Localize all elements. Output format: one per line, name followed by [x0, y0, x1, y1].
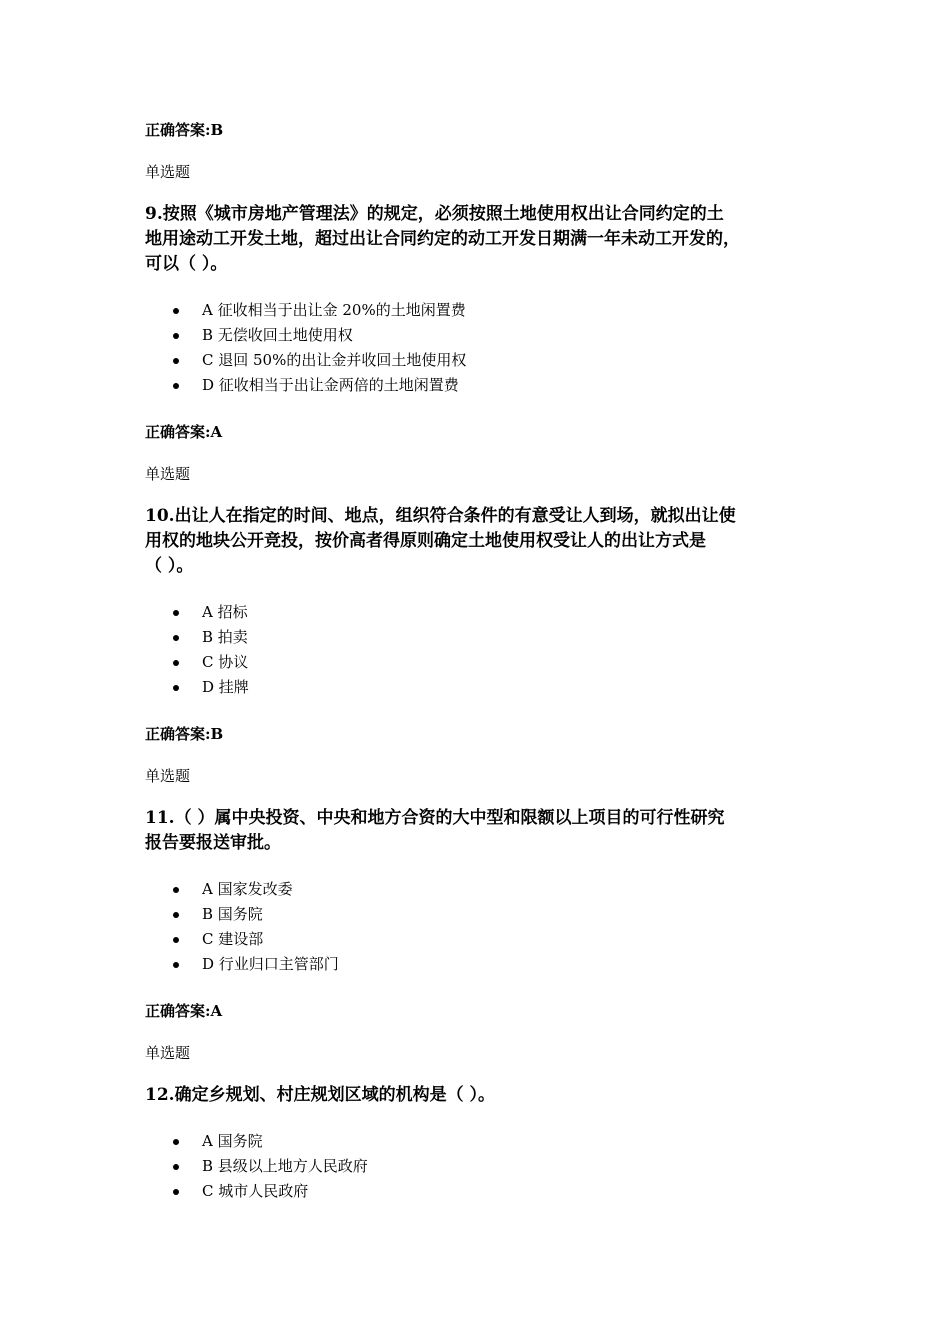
- bullet-icon: [173, 610, 179, 616]
- question-line: [145, 806, 825, 831]
- bullet-icon: [173, 1189, 179, 1195]
- option-item: [145, 298, 825, 323]
- option-text: D 挂牌: [202, 678, 249, 696]
- question-text: 出让人在指定的时间、地点，组织符合条件的有意受让人到场，就拟出让使: [174, 506, 736, 526]
- correct-answer: 正确答案:A: [145, 423, 223, 441]
- question-number: 9.: [145, 204, 163, 224]
- correct-answer: 正确答案:A: [145, 1002, 223, 1020]
- option-item: [145, 1154, 825, 1179]
- question-number: 12.: [145, 1085, 175, 1105]
- options-list: [145, 877, 825, 977]
- option-item: [145, 650, 825, 675]
- correct-answer: 正确答案:B: [145, 121, 224, 139]
- question-text: 按照《城市房地产管理法》的规定，必须按照土地使用权出让合同约定的土: [162, 204, 724, 224]
- option-text: A 招标: [202, 603, 248, 621]
- question-type: 单选题: [145, 1044, 191, 1062]
- question-12: [145, 1083, 825, 1108]
- bullet-icon: [173, 685, 179, 691]
- question-number: 11.: [145, 808, 175, 828]
- option-text: B 无偿收回土地使用权: [202, 326, 353, 344]
- option-text: C 建设部: [202, 930, 264, 948]
- question-10: [145, 504, 825, 579]
- option-text: B 县级以上地方人民政府: [202, 1157, 368, 1175]
- option-text: B 拍卖: [202, 628, 248, 646]
- option-text: C 城市人民政府: [202, 1182, 309, 1200]
- question-type: 单选题: [145, 767, 191, 785]
- bullet-icon: [173, 937, 179, 943]
- question-line: [145, 504, 825, 529]
- question-line: 用权的地块公开竞投，按价高者得原则确定土地使用权受让人的出让方式是: [145, 531, 706, 551]
- option-text: A 征收相当于出让金 20%的土地闲置费: [202, 301, 466, 319]
- bullet-icon: [173, 912, 179, 918]
- option-item: [145, 625, 825, 650]
- option-text: A 国务院: [202, 1132, 263, 1150]
- bullet-icon: [173, 333, 179, 339]
- question-11: [145, 806, 825, 856]
- option-text: C 协议: [202, 653, 249, 671]
- question-line: [145, 1083, 825, 1108]
- option-item: [145, 600, 825, 625]
- question-line: 可以（ ）。: [145, 254, 228, 274]
- question-type: 单选题: [145, 163, 191, 181]
- bullet-icon: [173, 660, 179, 666]
- document-page: [145, 120, 825, 1204]
- option-item: [145, 902, 825, 927]
- bullet-icon: [173, 358, 179, 364]
- options-list: [145, 1129, 825, 1204]
- question-line: 报告要报送审批。: [145, 833, 281, 853]
- bullet-icon: [173, 383, 179, 389]
- option-item: [145, 877, 825, 902]
- option-item: [145, 675, 825, 700]
- bullet-icon: [173, 1139, 179, 1145]
- question-type: 单选题: [145, 465, 191, 483]
- option-item: [145, 1179, 825, 1204]
- option-item: [145, 373, 825, 398]
- option-item: [145, 323, 825, 348]
- question-text: 确定乡规划、村庄规划区域的机构是（ ）。: [174, 1085, 495, 1105]
- option-item: [145, 927, 825, 952]
- option-text: C 退回 50%的出让金并收回土地使用权: [202, 351, 467, 369]
- options-list: [145, 298, 825, 398]
- option-item: [145, 1129, 825, 1154]
- question-text: （ ）属中央投资、中央和地方合资的大中型和限额以上项目的可行性研究: [174, 808, 725, 828]
- question-line: [145, 202, 825, 227]
- bullet-icon: [173, 962, 179, 968]
- question-9: [145, 202, 825, 277]
- bullet-icon: [173, 308, 179, 314]
- option-text: D 征收相当于出让金两倍的土地闲置费: [202, 376, 459, 394]
- bullet-icon: [173, 1164, 179, 1170]
- question-line: （ ）。: [145, 556, 194, 576]
- option-item: [145, 348, 825, 373]
- option-text: A 国家发改委: [202, 880, 293, 898]
- question-line: 地用途动工开发土地，超过出让合同约定的动工开发日期满一年未动工开发的，: [145, 229, 740, 249]
- bullet-icon: [173, 887, 179, 893]
- option-text: D 行业归口主管部门: [202, 955, 339, 973]
- options-list: [145, 600, 825, 700]
- option-item: [145, 952, 825, 977]
- question-number: 10.: [145, 506, 175, 526]
- option-text: B 国务院: [202, 905, 263, 923]
- bullet-icon: [173, 635, 179, 641]
- correct-answer: 正确答案:B: [145, 725, 224, 743]
